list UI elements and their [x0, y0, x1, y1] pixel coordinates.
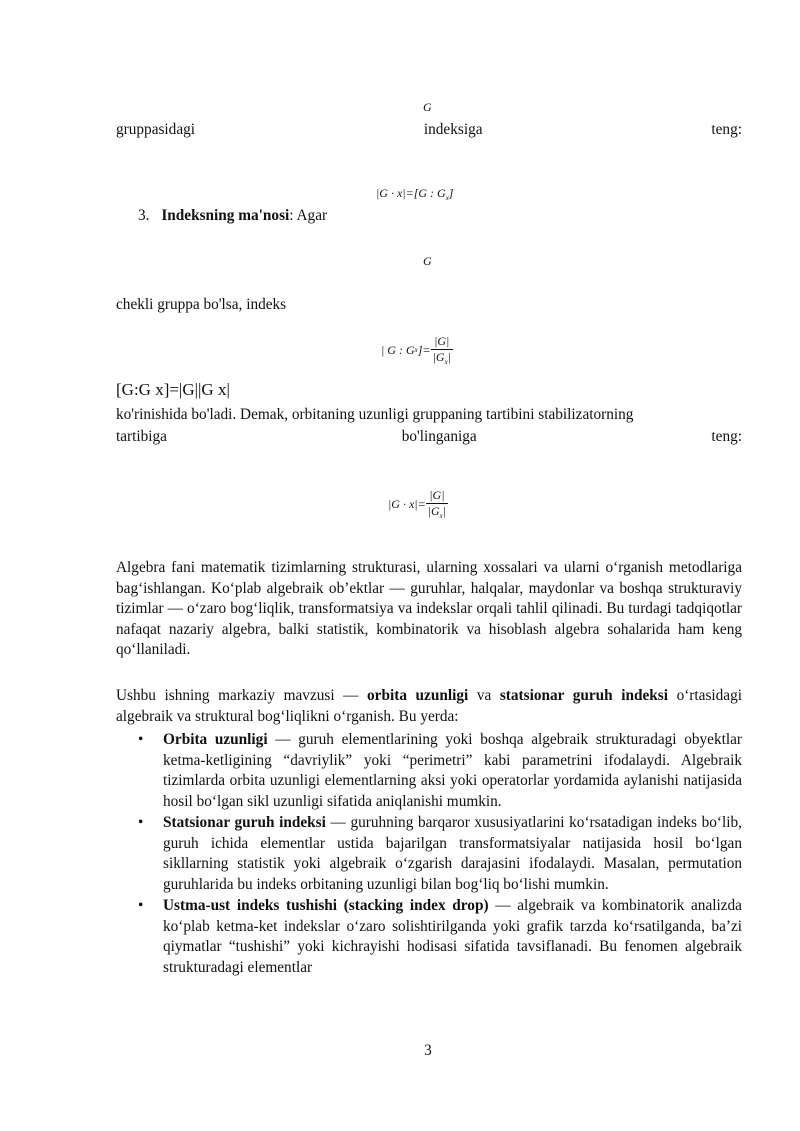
line-gruppasidagi [116, 121, 742, 139]
item-3 [138, 207, 327, 225]
word-gruppasidagi: gruppasidagi [116, 121, 196, 138]
line-chekli: chekli gruppa bo'lsa, indeks [116, 296, 287, 313]
item-3-rest: : Agar [289, 207, 328, 224]
central-topic-paragraph: Ushbu ishning markaziy mavzusi — orbita uzunligi va statsionar guruh indeksi o‘rtasidagi algebraik va struktural bog‘liqlikni o‘rganish. Bu yerda: [116, 687, 742, 725]
list-item: • Orbita uzunligi — guruh elementlarining yoki boshqa algebraik strukturadagi obyektlar ketma-ketligining “davriylik” yoki “perimetri” kabi parametrini ifodalaydi. Algebraik tizimlarda orbita uzunligi elementlarning aksi yoki operatorlar yordamida aylanishi natijasida hosil bo‘lgan sikl uzunligi sifatida aniqlanishi mumkin. [138, 731, 742, 810]
list-item: • Statsionar guruh indeksi — guruhning barqaror xususiyatlarini ko‘rsatadigan indeks bo‘lib, guruh ichida elementlar ustida bajarilgan transformatsiyalar natijasida hosil bo‘lgan sikllarning statistik yoki algebraik o‘zgarish darajasini ifodalaydi. Masalan, permutation guruhlarida bu indeks orbitaning uzunligi bilan bog‘liq bo‘lishi mumkin. [138, 814, 742, 893]
equation-orbit-index: |G · x|=[G : $G_x$] [376, 186, 454, 202]
intro-paragraph: Algebra fani matematik tizimlarning strukturasi, ularning xossalari va ularni o‘rganish metodlariga bag‘ishlangan. Ko‘plab algebraik ob’ektlar — guruhlar, halqalar, maydonlar va boshqa strukturaviy tizimlar — o‘zaro bog‘liqlik, transformatsiya va indekslar orqali tahlil qilinadi. Bu turdagi tadqiqotlar nafaqat nazariy algebra, balki statistik, kombinatorik va hisoblash algebra sohalarida ham keng qo‘llaniladi. [116, 559, 742, 658]
page-number: 3 [424, 1042, 432, 1059]
bullet-icon: • [138, 731, 144, 748]
item-3-heading: Indeksning ma'nosi [161, 207, 290, 224]
word-tartibiga: tartibiga [116, 428, 167, 445]
equation-orbit-length: |G · x|= $\frac{|G|}{|G_x|}$ [388, 488, 447, 520]
word-teng-2: teng: [711, 428, 742, 445]
top-symbol: G [423, 100, 432, 114]
inline-formula: [G:G x]=|G||G x| [116, 380, 230, 399]
item-3-number: 3. [138, 207, 150, 224]
word-teng: teng: [711, 121, 742, 138]
bullet-icon: • [138, 814, 144, 831]
word-indeksiga: indeksiga [423, 121, 483, 138]
para-korinishida: ko'rinishida bo'ladi. Demak, orbitaning uzunligi gruppaning tartibini stabilizatorning [116, 406, 634, 423]
line-tartibiga [116, 428, 742, 446]
definitions-list [116, 730, 742, 978]
mid-symbol: G [423, 254, 432, 268]
equation-index-fraction: | G : G x ]= $\frac{|G|}{|G_x|}$ [381, 334, 451, 366]
list-item: • Ustma-ust indeks tushishi (stacking index drop) — algebraik va kombinatorik analizda ko‘plab ketma-ket indekslar o‘zaro solishtirilganda yoki grafik tarzda ko‘rsatilganda, ba’zi qiymatlar “tushishi” yoki kichrayishi hodisasi sifatida tavsiflanadi. Bu fenomen algebraik strukturadagi elementlar [138, 897, 742, 976]
word-bolinganiga: bo'linganiga [401, 428, 477, 445]
bullet-icon: • [138, 897, 144, 914]
